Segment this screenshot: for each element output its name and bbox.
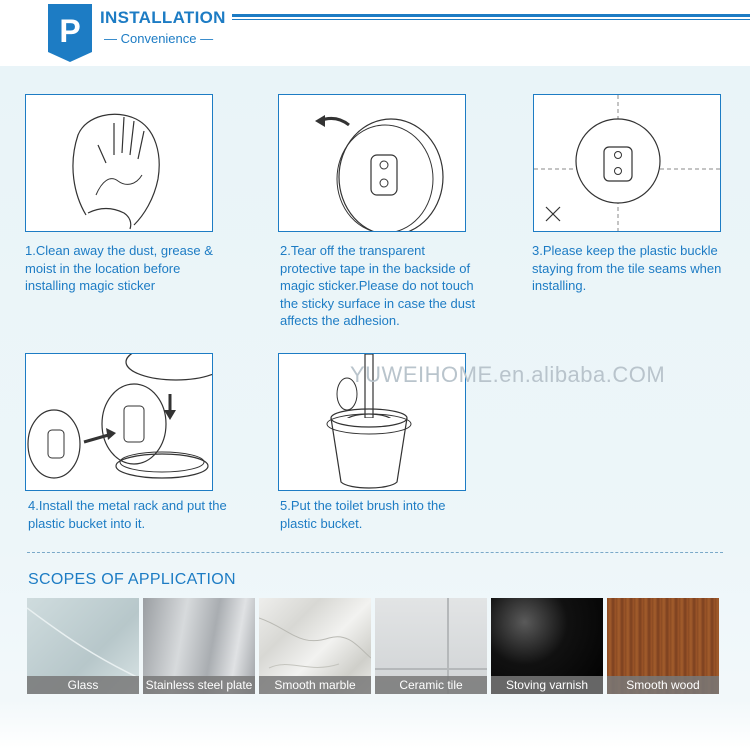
watermark-text: YUWEIHOME.en.alibaba.COM (350, 362, 666, 387)
peel-tape-icon (279, 95, 466, 232)
step-3-text: 3.Please keep the plastic buckle staying from the tile seams when installing. (532, 243, 722, 293)
install-rack-icon (26, 354, 213, 491)
scope-marble (259, 598, 371, 694)
p-badge-icon (48, 4, 92, 62)
tile-seam (375, 668, 487, 670)
scope-stainless-steel (143, 598, 255, 694)
scope-label: Smooth marble (259, 676, 371, 694)
hand-wiping-icon (26, 95, 213, 232)
scope-smooth-wood (607, 598, 719, 694)
scope-ceramic-tile (375, 598, 487, 694)
scope-glass (27, 598, 139, 694)
section-divider (27, 552, 723, 553)
step-1-text: 1.Clean away the dust, grease & moist in the location before installing magic sticker (25, 243, 213, 293)
watermark (350, 362, 665, 388)
scope-label: Stoving varnish (491, 676, 603, 694)
step-2-text: 2.Tear off the transparent protective tape in the backside of magic sticker.Please do not touch the sticky surface in case the dust affects the adhesion. (280, 243, 476, 328)
scope-label: Smooth wood (607, 676, 719, 694)
scope-label: Ceramic tile (375, 676, 487, 694)
badge-letter: P (59, 13, 81, 49)
header-rule (232, 14, 750, 17)
step-3-illustration (533, 94, 721, 232)
scope-label: Glass (27, 676, 139, 694)
header (0, 0, 750, 66)
tile-seam-icon (534, 95, 721, 232)
step-1-illustration (25, 94, 213, 232)
scopes-title: SCOPES OF APPLICATION (28, 571, 236, 588)
page-title: INSTALLATION (100, 8, 226, 27)
step-5-text: 5.Put the toilet brush into the plastic bucket. (280, 498, 446, 531)
page-subtitle: — Convenience — (104, 31, 214, 46)
scope-label: Stainless steel plate (143, 676, 255, 694)
step-4-illustration (25, 353, 213, 491)
step-2-illustration (278, 94, 466, 232)
bottom-fade (0, 700, 750, 749)
scope-stoving-varnish (491, 598, 603, 694)
step-4-text: 4.Install the metal rack and put the plastic bucket into it. (28, 498, 227, 531)
header-rule-thin (232, 19, 750, 20)
